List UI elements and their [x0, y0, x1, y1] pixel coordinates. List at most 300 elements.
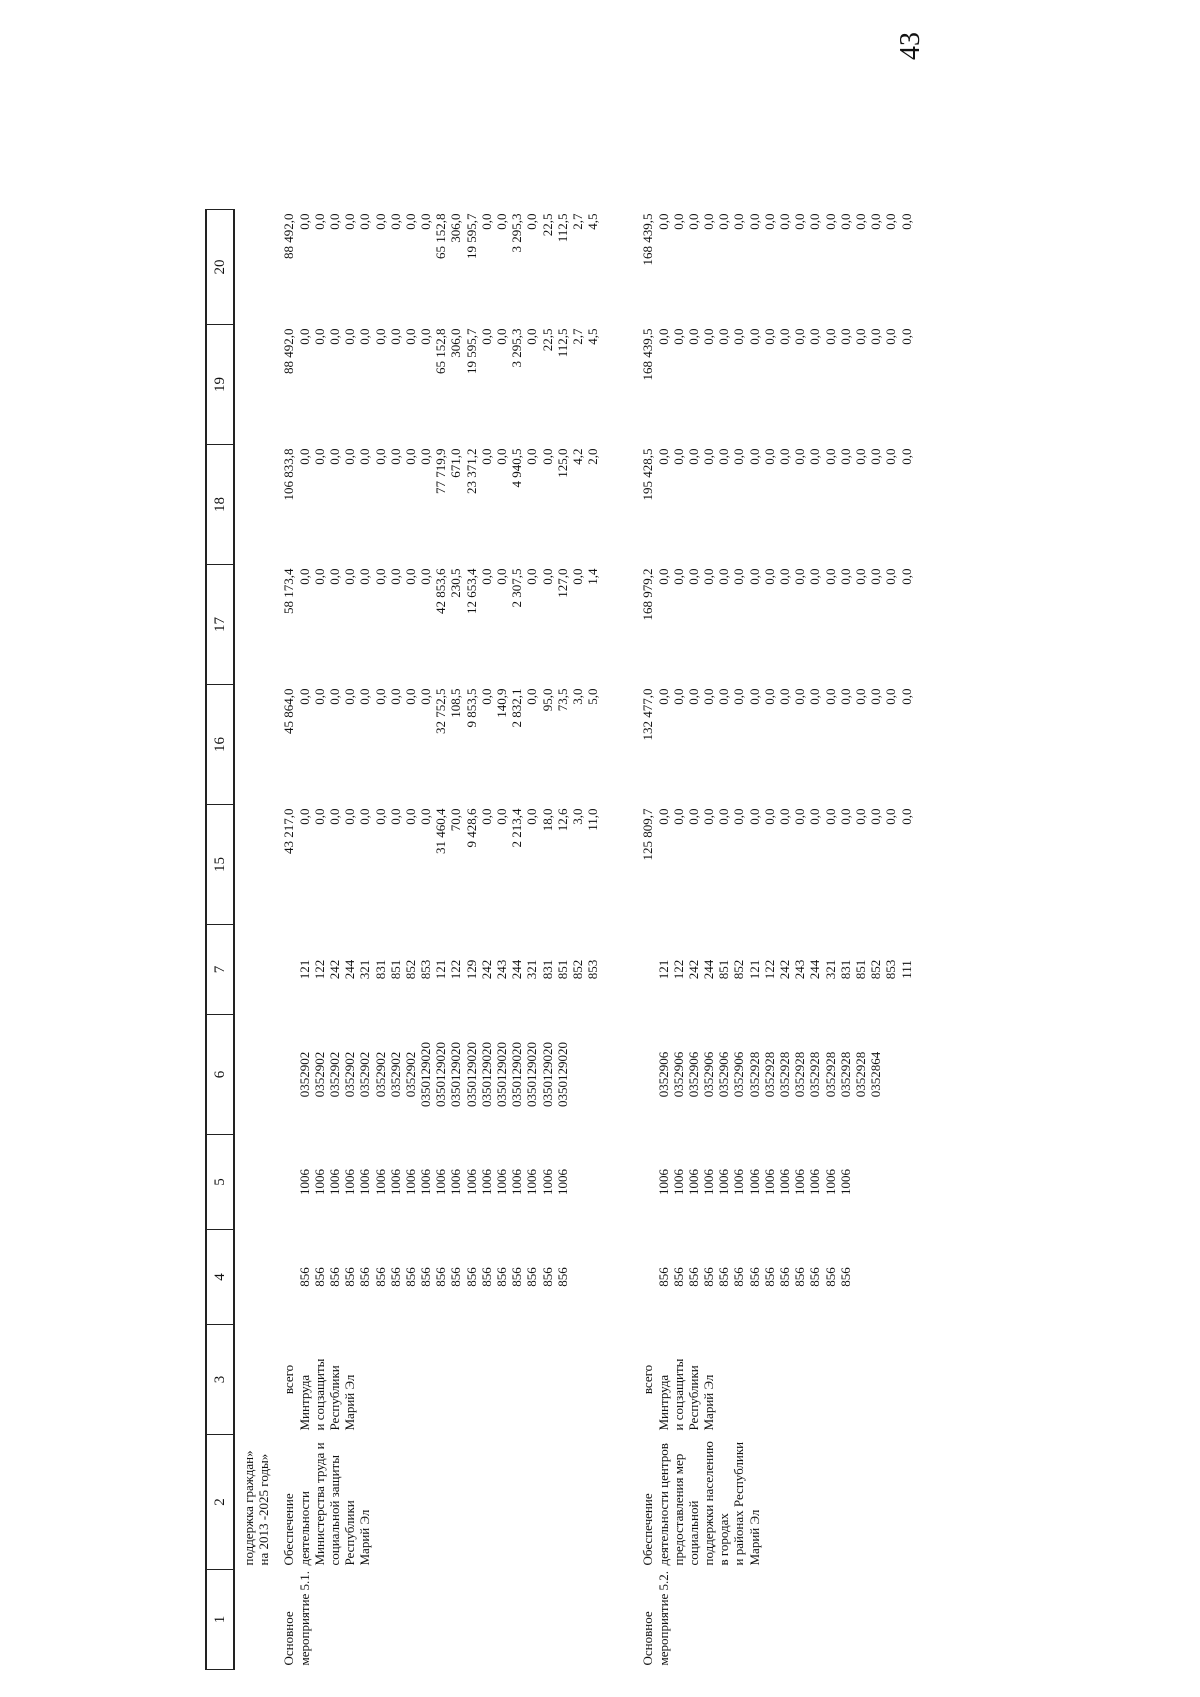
year-value: 0,0: [807, 328, 823, 345]
year-value: 0,0: [822, 328, 838, 345]
csr-code: 0352906: [670, 1051, 686, 1098]
year-value: 18,0: [539, 808, 555, 832]
year-value: 0,0: [569, 568, 585, 585]
year-value: 0,0: [524, 688, 540, 705]
vr-code: 243: [494, 959, 510, 980]
total-value: 106 833,8: [281, 448, 297, 501]
vr-code: 242: [777, 959, 793, 980]
year-value: 0,0: [807, 688, 823, 705]
grbs-code: 856: [418, 1267, 434, 1287]
rzpr-code: 1006: [463, 1169, 479, 1195]
measure-code: мероприятие 5.2.: [655, 1570, 671, 1666]
measure-description-line: Марий Эл: [746, 1509, 762, 1566]
year-value: 0,0: [326, 328, 342, 345]
year-value: 5,0: [585, 688, 601, 705]
total-value: 43 217,0: [281, 808, 297, 854]
year-value: 0,0: [716, 568, 732, 585]
year-value: 0,0: [701, 568, 717, 585]
total-value: 168 439,5: [640, 328, 656, 381]
measure-description-line: Министерства труда и: [311, 1442, 327, 1566]
year-value: 0,0: [296, 568, 312, 585]
year-value: 0,0: [478, 213, 494, 230]
csr-code: 0352928: [761, 1051, 777, 1098]
year-value: 0,0: [837, 808, 853, 825]
rzpr-code: 1006: [418, 1169, 434, 1195]
year-value: 0,0: [326, 808, 342, 825]
year-value: 42 853,6: [433, 568, 449, 614]
year-value: 3 295,3: [509, 328, 525, 368]
year-value: 0,0: [342, 688, 358, 705]
year-value: 0,0: [777, 808, 793, 825]
year-value: 0,0: [357, 213, 373, 230]
year-value: 0,0: [777, 213, 793, 230]
year-value: 0,0: [402, 568, 418, 585]
measure-description-line: и районах Республики: [731, 1441, 747, 1566]
year-value: 0,0: [898, 568, 914, 585]
rzpr-code: 1006: [311, 1169, 327, 1195]
grbs-code: 856: [463, 1267, 479, 1287]
year-value: 0,0: [372, 213, 388, 230]
rzpr-code: 1006: [357, 1169, 373, 1195]
year-value: 0,0: [655, 568, 671, 585]
year-value: 0,0: [761, 213, 777, 230]
year-value: 0,0: [701, 213, 717, 230]
csr-code: 0352906: [731, 1051, 747, 1098]
grbs-code: 856: [524, 1267, 540, 1287]
col-header: 7: [206, 925, 234, 1015]
year-value: 0,0: [731, 688, 747, 705]
year-value: 0,0: [898, 328, 914, 345]
year-value: 0,0: [777, 688, 793, 705]
year-value: 2 832,1: [509, 688, 525, 728]
year-value: 0,0: [685, 448, 701, 465]
total-value: 58 173,4: [281, 568, 297, 614]
year-value: 0,0: [372, 688, 388, 705]
year-value: 0,0: [822, 688, 838, 705]
rzpr-code: 1006: [539, 1169, 555, 1195]
year-value: 2 307,5: [509, 568, 525, 608]
year-value: 0,0: [655, 808, 671, 825]
vr-code: 121: [746, 959, 762, 980]
rzpr-code: 1006: [342, 1169, 358, 1195]
total-value: 132 477,0: [640, 688, 656, 741]
total-value: 168 439,5: [640, 213, 656, 266]
year-value: 0,0: [883, 688, 899, 705]
year-value: 0,0: [670, 568, 686, 585]
grbs-code: 856: [342, 1267, 358, 1287]
year-value: 0,0: [868, 213, 884, 230]
year-value: 3,0: [569, 688, 585, 705]
year-value: 0,0: [837, 568, 853, 585]
year-value: 0,0: [777, 328, 793, 345]
year-value: 0,0: [685, 808, 701, 825]
year-value: 2 213,4: [509, 808, 525, 848]
year-value: 0,0: [387, 568, 403, 585]
rzpr-code: 1006: [387, 1169, 403, 1195]
year-value: 0,0: [898, 688, 914, 705]
year-value: 0,0: [822, 213, 838, 230]
vr-code: 831: [372, 959, 388, 980]
budget-table: [205, 209, 954, 1670]
year-value: 0,0: [494, 448, 510, 465]
year-value: 0,0: [494, 808, 510, 825]
grbs-code: 856: [448, 1267, 464, 1287]
responsible-executor-line: и соцзащиты: [311, 1358, 327, 1431]
year-value: 0,0: [746, 688, 762, 705]
year-value: 0,0: [311, 568, 327, 585]
year-value: 0,0: [792, 213, 808, 230]
rzpr-code: 1006: [296, 1169, 312, 1195]
year-value: 0,0: [670, 213, 686, 230]
rzpr-code: 1006: [433, 1169, 449, 1195]
year-value: 0,0: [822, 568, 838, 585]
responsible-executor-line: Республики: [685, 1365, 701, 1431]
vr-code: 242: [478, 959, 494, 980]
year-value: 0,0: [655, 688, 671, 705]
grbs-code: 856: [539, 1267, 555, 1287]
vr-code: 243: [792, 959, 808, 980]
year-value: 127,0: [554, 568, 570, 598]
rzpr-code: 1006: [685, 1169, 701, 1195]
page-number: 43: [895, 32, 926, 60]
rzpr-code: 1006: [478, 1169, 494, 1195]
year-value: 0,0: [792, 568, 808, 585]
vr-code: 321: [524, 959, 540, 980]
rzpr-code: 1006: [524, 1169, 540, 1195]
grbs-code: 856: [792, 1267, 808, 1287]
year-value: 0,0: [387, 688, 403, 705]
year-value: 0,0: [807, 808, 823, 825]
measure-total-row: [640, 210, 655, 1670]
responsible-executor-line: и соцзащиты: [670, 1358, 686, 1431]
measure-description-line: предоставления мер: [670, 1453, 686, 1566]
year-value: 0,0: [418, 568, 434, 585]
year-value: 0,0: [387, 213, 403, 230]
year-value: 0,0: [655, 213, 671, 230]
year-value: 0,0: [494, 213, 510, 230]
year-value: 0,0: [387, 328, 403, 345]
year-value: 0,0: [311, 328, 327, 345]
csr-code: 0350129020: [509, 1042, 525, 1107]
year-value: 125,0: [554, 448, 570, 478]
year-value: 112,5: [554, 213, 570, 243]
year-value: 0,0: [792, 688, 808, 705]
csr-code: 0352928: [822, 1051, 838, 1098]
year-value: 19 595,7: [463, 328, 479, 374]
year-value: 0,0: [777, 568, 793, 585]
year-value: 0,0: [761, 808, 777, 825]
vr-code: 853: [585, 959, 601, 980]
csr-code: 0350129020: [418, 1042, 434, 1107]
year-value: 4,5: [585, 328, 601, 345]
year-value: 0,0: [402, 328, 418, 345]
total-value: 195 428,5: [640, 448, 656, 501]
vr-code: 851: [716, 959, 732, 980]
year-value: 306,0: [448, 328, 464, 358]
grbs-code: 856: [807, 1267, 823, 1287]
year-value: 0,0: [524, 808, 540, 825]
year-value: 19 595,7: [463, 213, 479, 259]
year-value: 0,0: [357, 688, 373, 705]
year-value: 0,0: [478, 808, 494, 825]
grbs-code: 856: [701, 1267, 717, 1287]
col-header: 18: [206, 445, 234, 565]
csr-code: 0352906: [685, 1051, 701, 1098]
grbs-code: 856: [509, 1267, 525, 1287]
vr-code: 122: [670, 959, 686, 980]
col-header: 16: [206, 685, 234, 805]
year-value: 0,0: [883, 448, 899, 465]
csr-code: 0350129020: [524, 1042, 540, 1107]
year-value: 0,0: [716, 213, 732, 230]
vr-code: 321: [357, 959, 373, 980]
grbs-code: 856: [387, 1267, 403, 1287]
rzpr-code: 1006: [716, 1169, 732, 1195]
year-value: 0,0: [852, 688, 868, 705]
csr-code: 0352902: [296, 1051, 312, 1098]
year-value: 23 371,2: [463, 448, 479, 494]
year-value: 0,0: [478, 448, 494, 465]
year-value: 0,0: [524, 568, 540, 585]
year-value: 0,0: [357, 808, 373, 825]
measure-code: Основное: [281, 1611, 297, 1666]
year-value: 0,0: [883, 328, 899, 345]
measure-total-row: [281, 210, 296, 1670]
rzpr-code: 1006: [372, 1169, 388, 1195]
year-value: 0,0: [852, 568, 868, 585]
year-value: 0,0: [792, 448, 808, 465]
year-value: 0,0: [685, 568, 701, 585]
vr-code: 244: [701, 959, 717, 980]
year-value: 0,0: [311, 688, 327, 705]
block-spacer: [600, 210, 640, 1670]
year-value: 0,0: [746, 808, 762, 825]
csr-code: 0350129020: [539, 1042, 555, 1107]
grbs-code: 856: [837, 1267, 853, 1287]
year-value: 3,0: [569, 808, 585, 825]
year-value: 0,0: [357, 448, 373, 465]
vr-code: 242: [685, 959, 701, 980]
year-value: 140,9: [494, 688, 510, 718]
csr-code: 0352928: [792, 1051, 808, 1098]
year-value: 0,0: [883, 213, 899, 230]
year-value: 0,0: [761, 328, 777, 345]
rzpr-code: 1006: [701, 1169, 717, 1195]
year-value: 0,0: [701, 328, 717, 345]
rzpr-code: 1006: [746, 1169, 762, 1195]
rzpr-code: 1006: [326, 1169, 342, 1195]
year-value: 0,0: [326, 213, 342, 230]
year-value: 0,0: [418, 808, 434, 825]
total-value: 45 864,0: [281, 688, 297, 734]
intro-row: [234, 210, 281, 1670]
col-header: 2: [206, 1435, 234, 1570]
vr-code: 122: [761, 959, 777, 980]
measure-description-line: социальной защиты: [326, 1455, 342, 1566]
vr-code: 129: [463, 959, 479, 980]
col-header: 1: [206, 1570, 234, 1670]
vr-code: 321: [822, 959, 838, 980]
year-value: 65 152,8: [433, 328, 449, 374]
year-value: 671,0: [448, 448, 464, 478]
year-value: 22,5: [539, 213, 555, 237]
year-value: 0,0: [670, 808, 686, 825]
vr-code: 122: [448, 959, 464, 980]
csr-code: 0350129020: [433, 1042, 449, 1107]
col-header: 3: [206, 1325, 234, 1435]
year-value: 0,0: [807, 448, 823, 465]
year-value: 0,0: [701, 808, 717, 825]
year-value: 65 152,8: [433, 213, 449, 259]
grbs-code: 856: [357, 1267, 373, 1287]
measure-description-line: деятельности: [296, 1491, 312, 1566]
year-value: 0,0: [670, 688, 686, 705]
grbs-code: 856: [433, 1267, 449, 1287]
year-value: 4,2: [569, 448, 585, 465]
vr-code: 121: [296, 959, 312, 980]
measure-code: Основное: [640, 1611, 656, 1666]
year-value: 0,0: [478, 688, 494, 705]
year-value: 0,0: [372, 328, 388, 345]
year-value: 0,0: [342, 213, 358, 230]
year-value: 0,0: [761, 568, 777, 585]
year-value: 0,0: [326, 568, 342, 585]
year-value: 0,0: [761, 688, 777, 705]
vr-code: 244: [807, 959, 823, 980]
year-value: 0,0: [822, 808, 838, 825]
csr-code: 0352906: [655, 1051, 671, 1098]
year-value: 3 295,3: [509, 213, 525, 253]
year-value: 0,0: [311, 213, 327, 230]
grbs-code: 856: [311, 1267, 327, 1287]
year-value: 0,0: [731, 568, 747, 585]
year-value: 0,0: [852, 808, 868, 825]
year-value: 0,0: [342, 808, 358, 825]
year-value: 0,0: [837, 328, 853, 345]
year-value: 0,0: [868, 808, 884, 825]
year-value: 0,0: [296, 213, 312, 230]
vr-code: 831: [539, 959, 555, 980]
year-value: 0,0: [296, 688, 312, 705]
year-value: 0,0: [357, 328, 373, 345]
year-value: 11,0: [585, 808, 601, 831]
year-value: 0,0: [868, 568, 884, 585]
year-value: 32 752,5: [433, 688, 449, 734]
total-value: 168 979,2: [640, 568, 656, 621]
rzpr-code: 1006: [494, 1169, 510, 1195]
csr-code: 0352928: [852, 1051, 868, 1098]
col-header: 20: [206, 210, 234, 325]
year-value: 0,0: [342, 568, 358, 585]
measure-description-line: Марий Эл: [357, 1509, 373, 1566]
budget-table-sheet: [205, 210, 1200, 1670]
grbs-code: 856: [761, 1267, 777, 1287]
year-value: 0,0: [761, 448, 777, 465]
responsible-executor-line: Минтруда: [296, 1374, 312, 1431]
rzpr-code: 1006: [792, 1169, 808, 1195]
year-value: 0,0: [372, 808, 388, 825]
csr-code: 0350129020: [554, 1042, 570, 1107]
csr-code: 0350129020: [494, 1042, 510, 1107]
year-value: 0,0: [792, 808, 808, 825]
year-value: 0,0: [883, 808, 899, 825]
vr-code: 853: [418, 959, 434, 980]
csr-code: 0352906: [701, 1051, 717, 1098]
rzpr-code: 1006: [822, 1169, 838, 1195]
year-value: 2,7: [569, 213, 585, 230]
year-value: 0,0: [326, 688, 342, 705]
year-value: 0,0: [524, 213, 540, 230]
year-value: 0,0: [852, 328, 868, 345]
column-header-row: [206, 210, 234, 1670]
year-value: 0,0: [478, 328, 494, 345]
total-value: 88 492,0: [281, 328, 297, 374]
block-spacer: [914, 210, 954, 1670]
year-value: 0,0: [418, 213, 434, 230]
year-value: 0,0: [685, 688, 701, 705]
year-value: 2,7: [569, 328, 585, 345]
responsible-executor-line: Республики: [326, 1365, 342, 1431]
vr-code: 852: [569, 959, 585, 980]
year-value: 0,0: [655, 448, 671, 465]
year-value: 0,0: [311, 448, 327, 465]
year-value: 0,0: [326, 448, 342, 465]
year-value: 0,0: [342, 448, 358, 465]
year-value: 70,0: [448, 808, 464, 832]
grbs-code: 856: [777, 1267, 793, 1287]
grbs-code: 856: [494, 1267, 510, 1287]
grbs-code: 856: [746, 1267, 762, 1287]
vr-code: 121: [433, 959, 449, 980]
csr-code: 0352928: [837, 1051, 853, 1098]
year-value: 0,0: [868, 328, 884, 345]
year-value: 0,0: [898, 448, 914, 465]
year-value: 0,0: [731, 328, 747, 345]
year-value: 230,5: [448, 568, 464, 598]
year-value: 73,5: [554, 688, 570, 712]
csr-code: 0352928: [777, 1051, 793, 1098]
year-value: 0,0: [311, 808, 327, 825]
measure-description-line: Республики: [342, 1500, 358, 1566]
vr-code: 852: [402, 959, 418, 980]
col-header: 19: [206, 325, 234, 445]
rzpr-code: 1006: [402, 1169, 418, 1195]
year-value: 0,0: [837, 688, 853, 705]
grbs-code: 856: [731, 1267, 747, 1287]
col-header: 15: [206, 805, 234, 925]
csr-code: 0352902: [342, 1051, 358, 1098]
intro-line: поддержка граждан»: [241, 1450, 256, 1566]
year-value: 0,0: [342, 328, 358, 345]
year-value: 0,0: [898, 808, 914, 825]
grbs-code: 856: [670, 1267, 686, 1287]
csr-code: 0350129020: [463, 1042, 479, 1107]
year-value: 12,6: [554, 808, 570, 832]
vr-code: 852: [731, 959, 747, 980]
year-value: 0,0: [670, 328, 686, 345]
rzpr-code: 1006: [837, 1169, 853, 1195]
year-value: 0,0: [807, 213, 823, 230]
rzpr-code: 1006: [554, 1169, 570, 1195]
vr-code: 244: [342, 959, 358, 980]
year-value: 0,0: [701, 448, 717, 465]
year-value: 0,0: [372, 448, 388, 465]
year-value: 0,0: [777, 448, 793, 465]
rzpr-code: 1006: [448, 1169, 464, 1195]
year-value: 0,0: [807, 568, 823, 585]
grbs-code: 856: [685, 1267, 701, 1287]
grbs-code: 856: [554, 1267, 570, 1287]
